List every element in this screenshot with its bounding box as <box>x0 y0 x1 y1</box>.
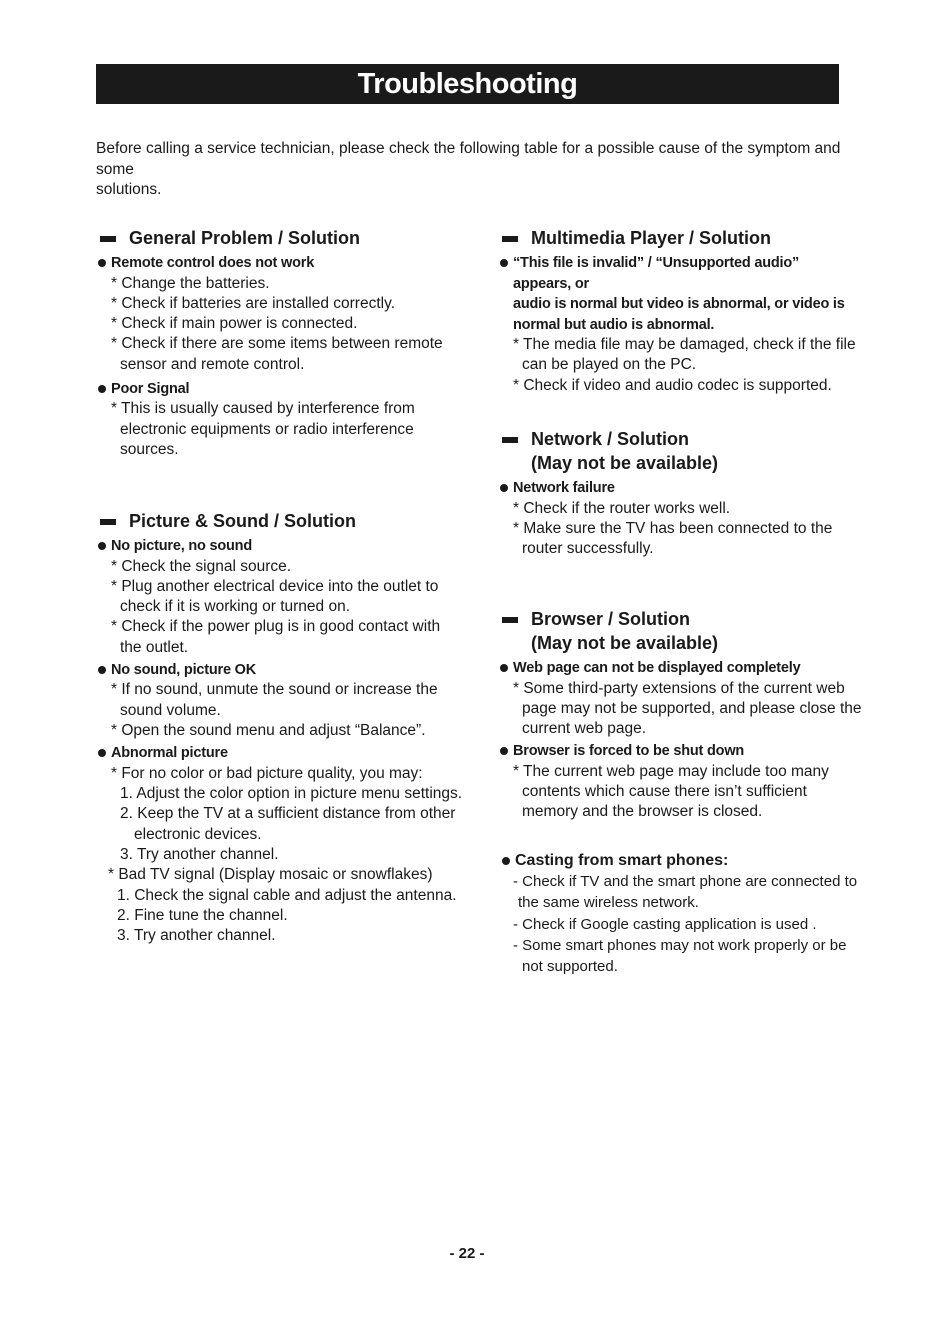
symptom-heading-cont: audio is normal but video is abnormal, or video is <box>513 296 845 312</box>
solution-line: sensor and remote control. <box>120 355 305 373</box>
solution-line: sound volume. <box>120 701 221 719</box>
solution-line: 1. Adjust the color option in picture menu settings. <box>120 785 463 803</box>
solution-line: router successfully. <box>522 540 654 558</box>
symptom-heading: Poor Signal <box>97 379 457 400</box>
casting-line: not supported. <box>522 958 618 976</box>
bullet-icon <box>98 385 106 393</box>
symptom-heading: Browser is forced to be shut down <box>499 741 859 762</box>
page-number: - 22 - <box>449 1245 485 1262</box>
section-marker-icon <box>502 236 518 242</box>
bullet-icon <box>98 259 106 267</box>
solution-line: * Check if the power plug is in good contact with <box>111 618 441 636</box>
solution-line: electronic devices. <box>134 825 262 843</box>
solution-line: can be played on the PC. <box>522 356 697 374</box>
casting-heading: Casting from smart phones: <box>501 851 881 871</box>
section-heading: Multimedia Player / Solution <box>499 226 859 250</box>
bullet-icon <box>500 259 508 267</box>
bullet-icon <box>98 666 106 674</box>
casting-section <box>501 851 881 977</box>
section-marker-icon <box>502 617 518 623</box>
intro-line: Before calling a service technician, please check the following table for a possible cause of the symptom and some <box>96 140 841 178</box>
solution-line: * Check if video and audio codec is supported. <box>513 376 832 394</box>
bullet-icon <box>98 749 106 757</box>
casting-line: - Some smart phones may not work properly or be <box>513 936 847 954</box>
solution-line: electronic equipments or radio interference <box>120 420 414 438</box>
symptom-heading: No sound, picture OK <box>97 660 457 681</box>
solution-line: 3. Try another channel. <box>117 927 276 945</box>
section-heading: Picture & Sound / Solution <box>97 509 457 533</box>
section-marker-icon <box>100 236 116 242</box>
intro-paragraph <box>96 139 846 201</box>
solution-line: * Plug another electrical device into the outlet to <box>111 577 439 595</box>
section-marker-icon <box>502 437 518 443</box>
bullet-icon <box>500 747 508 755</box>
section-heading: General Problem / Solution <box>97 226 457 250</box>
symptom-heading: Web page can not be displayed completely <box>499 658 859 679</box>
solution-line: check if it is working or turned on. <box>120 598 351 616</box>
solution-line: * Check if batteries are installed correctly. <box>111 294 395 312</box>
solution-line: * Check the signal source. <box>111 557 292 575</box>
symptom-heading: Abnormal picture <box>97 743 457 764</box>
symptom-heading: Remote control does not work <box>97 253 457 274</box>
page-title: Troubleshooting <box>96 64 839 104</box>
solution-line: page may not be supported, and please close the <box>522 699 862 717</box>
section-marker-icon <box>100 519 116 525</box>
solution-line: 2. Keep the TV at a sufficient distance from other <box>120 805 456 823</box>
solution-line: * Check if main power is connected. <box>111 315 358 333</box>
solution-line: 3. Try another channel. <box>120 846 279 864</box>
casting-line: - Check if Google casting application is used . <box>513 915 817 933</box>
multimedia-section <box>499 226 859 396</box>
solution-line: 2. Fine tune the channel. <box>117 906 288 924</box>
symptom-heading: Network failure <box>499 478 859 499</box>
solution-line: current web page. <box>522 720 647 738</box>
solution-line: * The media file may be damaged, check if the file <box>513 336 856 353</box>
section-heading: Browser / Solution (May not be available) <box>499 607 859 655</box>
solution-line: the outlet. <box>120 638 189 656</box>
casting-line: the same wireless network. <box>518 894 699 912</box>
solution-line: * Open the sound menu and adjust “Balance”. <box>111 722 426 740</box>
solution-line: contents which cause there isn’t sufficient <box>522 783 807 801</box>
solution-line: * Check if the router works well. <box>513 499 731 517</box>
symptom-heading-cont: normal but audio is abnormal. <box>513 316 715 333</box>
bullet-icon <box>500 664 508 672</box>
casting-line: - Check if TV and the smart phone are connected to <box>513 873 858 890</box>
symptom-heading: No picture, no sound <box>97 536 457 557</box>
general-section <box>97 226 457 460</box>
section-heading: Network / Solution (May not be available) <box>499 427 859 475</box>
symptom-heading: “This file is invalid” / “Unsupported audio” appears, or <box>499 253 859 294</box>
solution-line: memory and the browser is closed. <box>522 803 763 821</box>
picture-sound-section <box>97 509 463 947</box>
solution-line: * The current web page may include too many <box>513 762 829 780</box>
solution-line: * Some third-party extensions of the current web <box>513 679 845 697</box>
browser-section <box>499 607 862 823</box>
solution-line: * Change the batteries. <box>111 274 270 292</box>
solution-line: * Make sure the TV has been connected to the <box>513 519 833 537</box>
intro-line: solutions. <box>96 181 162 198</box>
solution-line: sources. <box>120 441 179 459</box>
bullet-icon <box>500 484 508 492</box>
bullet-icon <box>502 857 510 865</box>
network-section <box>499 427 859 559</box>
bullet-icon <box>98 542 106 550</box>
solution-line: * This is usually caused by interference from <box>111 400 415 418</box>
solution-line: 1. Check the signal cable and adjust the antenna. <box>117 886 457 904</box>
solution-line: * Bad TV signal (Display mosaic or snowflakes) <box>108 866 433 884</box>
solution-line: * Check if there are some items between remote <box>111 335 443 353</box>
solution-line: * For no color or bad picture quality, you may: <box>111 764 423 782</box>
solution-line: * If no sound, unmute the sound or increase the <box>111 681 438 699</box>
